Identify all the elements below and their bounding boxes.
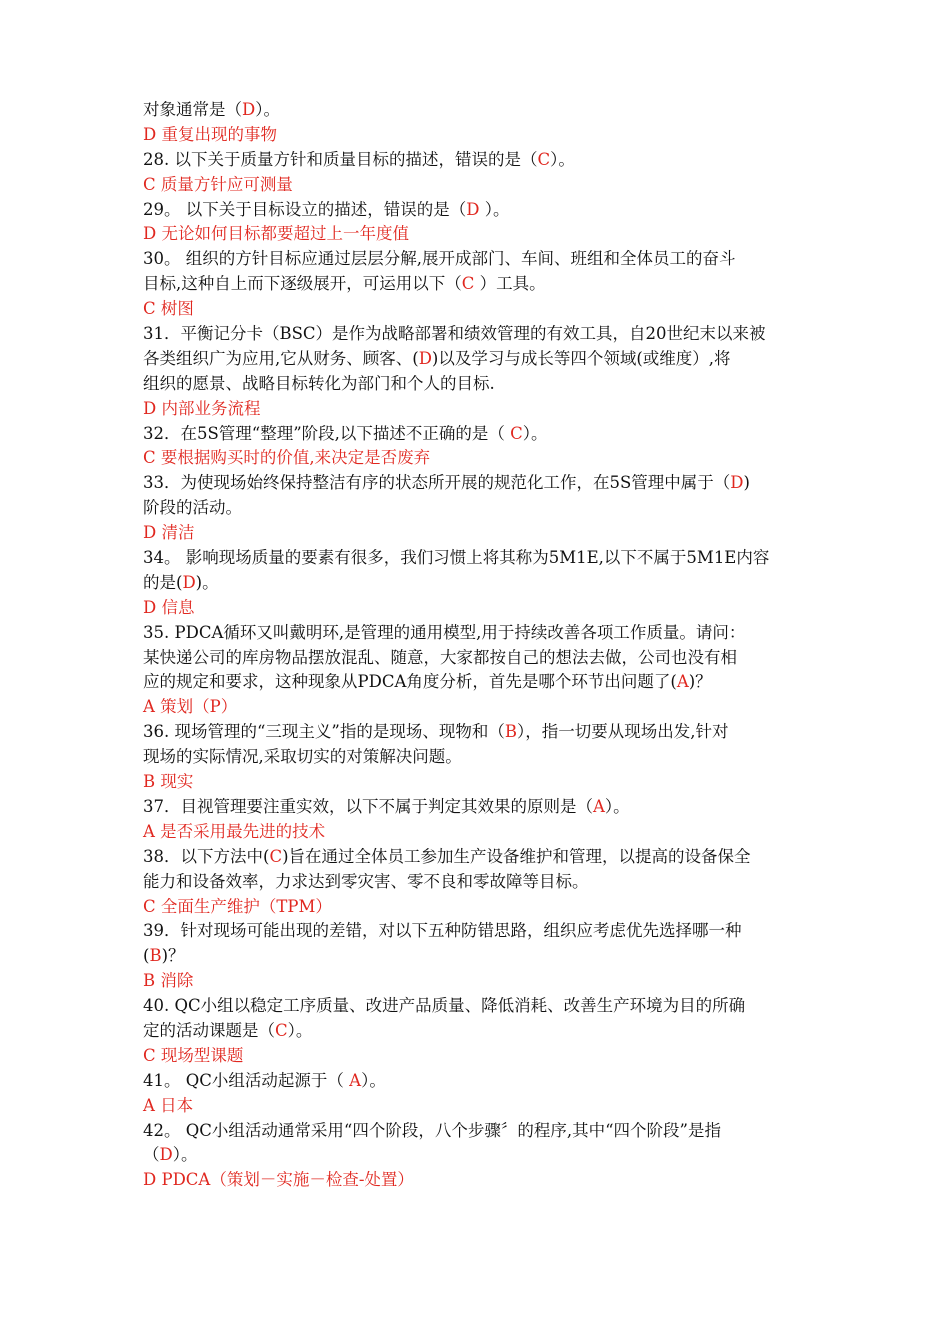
question-text: )？ — [688, 672, 712, 692]
answer-line: D PDCA（策划－实施－检查-处置） — [143, 1170, 414, 1190]
question-text: ）。 — [522, 423, 548, 443]
question-line — [143, 994, 808, 1019]
question-line — [143, 272, 808, 297]
question-text: ）。 — [361, 1070, 386, 1090]
question-line — [143, 98, 808, 123]
question-line — [143, 571, 808, 596]
question-text: 30。 组织的方针目标应通过层层分解,展开成部门、车间、班组和全体员工的奋斗 — [143, 249, 736, 269]
question-text: 应的规定和要求，这种现象从PDCA角度分析，首先是哪个环节出问题了( — [143, 672, 677, 692]
question-line — [143, 1143, 808, 1168]
answer-letter: D — [730, 473, 744, 493]
answer-line: D 清洁 — [143, 523, 195, 543]
question-text: ）。 — [287, 1020, 313, 1040]
answer-line: A 是否采用最先进的技术 — [143, 821, 326, 841]
answer-letter: C — [275, 1020, 288, 1040]
question-text: 阶段的活动。 — [143, 498, 242, 518]
answer-line: C 全面生产维护（TPM） — [143, 896, 332, 916]
question-text: 各类组织广为应用,它从财务、顾客、( — [143, 348, 419, 368]
question-line — [143, 845, 808, 870]
question-text: 目标,这种自上而下逐级展开，可运用以下（ — [143, 274, 462, 294]
question-text: 31．平衡记分卡（BSC）是作为战略部署和绩效管理的有效工具，自20世纪末以来被 — [143, 324, 766, 344]
answer-letter: C — [269, 846, 283, 866]
question-text: ) — [743, 473, 750, 493]
question-text: 34。 影响现场质量的要素有很多，我们习惯上将其称为5M1E,以下不属于5M1E内容 — [143, 548, 770, 568]
question-line — [143, 870, 808, 895]
question-text: ( — [143, 946, 150, 966]
question-text: 39．针对现场可能出现的差错，对以下五种防错思路，组织应考虑优先选择哪一种 — [143, 921, 742, 941]
answer-line: D 无论如何目标都要超过上一年度值 — [143, 224, 409, 244]
answer-line: C 树图 — [143, 299, 194, 319]
answer-letter: A — [676, 672, 689, 692]
question-text: 32．在5S管理“整理”阶段,以下描述不正确的是（ — [143, 423, 511, 443]
question-text: 42。 QC小组活动通常采用“四个阶段，八个步骤〞的程序,其中“四个阶段”是指 — [143, 1120, 721, 1140]
answer-line: C 要根据购买时的价值,来决定是否废弃 — [143, 448, 431, 468]
question-line — [143, 1119, 808, 1144]
answer-line: A 日本 — [143, 1095, 194, 1115]
question-text: 33．为使现场始终保持整洁有序的状态所开展的规范化工作，在5S管理中属于（ — [143, 473, 731, 493]
answer-letter: D — [159, 1145, 173, 1165]
question-line — [143, 670, 808, 695]
question-line — [143, 471, 808, 496]
question-line — [143, 1069, 808, 1094]
answer-letter: A — [349, 1070, 362, 1090]
question-text: 某快递公司的库房物品摆放混乱、随意，大家都按自己的想法去做，公司也没有相 — [143, 647, 737, 667]
question-line — [143, 720, 808, 745]
question-text: )以及学习与成长等四个领域(或维度）,将 — [431, 348, 731, 368]
question-line — [143, 621, 808, 646]
question-line — [143, 422, 808, 447]
answer-line: A 策划（P） — [143, 697, 238, 717]
question-text: ）。 — [550, 149, 575, 169]
answer-letter: D — [182, 572, 196, 592]
answer-line: B 现实 — [143, 772, 194, 792]
question-line — [143, 745, 808, 770]
answer-line: D 信息 — [143, 597, 195, 617]
question-text: 41。 QC小组活动起源于（ — [143, 1070, 350, 1090]
answer-line: D 重复出现的事物 — [143, 124, 277, 144]
question-line — [143, 148, 808, 173]
answer-letter: A — [593, 796, 605, 816]
answer-letter: C — [537, 149, 551, 169]
document-page — [143, 98, 808, 1193]
answer-letter: C — [510, 423, 523, 443]
question-line — [143, 347, 808, 372]
question-line — [143, 546, 808, 571]
question-text: 能力和设备效率，力求达到零灾害、零不良和零故障等目标。 — [143, 871, 589, 891]
question-text: 35. PDCA循环又叫戴明环,是管理的通用模型,用于持续改善各项工作质量。请问： — [143, 622, 746, 642]
question-text: 38．以下方法中( — [143, 846, 270, 866]
question-text: )。 — [195, 572, 219, 592]
question-text: 定的活动课题是（ — [143, 1020, 275, 1040]
answer-letter: D — [418, 348, 432, 368]
answer-line: C 质量方针应可测量 — [143, 174, 293, 194]
question-text: )旨在通过全体员工参加生产设备维护和管理，以提高的设备保全 — [282, 846, 751, 866]
question-text: 的是( — [143, 572, 183, 592]
answer-line: D 内部业务流程 — [143, 398, 261, 418]
answer-letter: B — [504, 722, 517, 742]
question-text: 组织的愿景、战略目标转化为部门和个人的目标. — [143, 373, 495, 393]
question-line — [143, 795, 808, 820]
question-text: 28. 以下关于质量方针和质量目标的描述，错误的是（ — [143, 149, 538, 169]
question-text: ）工具。 — [474, 274, 546, 294]
answer-letter: B — [149, 946, 162, 966]
question-text: 对象通常是（ — [143, 100, 242, 119]
question-text: 29。 以下关于目标设立的描述，错误的是（ — [143, 199, 467, 219]
question-text: ）。 — [604, 796, 630, 816]
question-text: ）。 — [479, 199, 510, 219]
answer-line: B 消除 — [143, 971, 194, 991]
question-line — [143, 919, 808, 944]
question-text: 40. QC小组以稳定工序质量、改进产品质量、降低消耗、改善生产环境为目的所确 — [143, 996, 746, 1016]
question-line — [143, 322, 808, 347]
question-text: ）。 — [172, 1145, 198, 1165]
question-line — [143, 247, 808, 272]
question-line — [143, 944, 808, 969]
answer-letter: D — [242, 100, 256, 119]
question-text: 36. 现场管理的“三现主义”指的是现场、现物和（ — [143, 722, 505, 742]
question-text: ）。 — [255, 100, 280, 119]
question-line — [143, 496, 808, 521]
question-line — [143, 372, 808, 397]
question-text: ），指一切要从现场出发,针对 — [517, 722, 729, 742]
question-line — [143, 1019, 808, 1044]
question-text: )？ — [161, 946, 185, 966]
answer-letter: D — [466, 199, 480, 219]
answer-letter: C — [461, 274, 475, 294]
question-line — [143, 198, 808, 223]
question-text: 37．目视管理要注重实效，以下不属于判定其效果的原则是（ — [143, 796, 593, 816]
question-text: （ — [143, 1145, 160, 1165]
answer-line: C 现场型课题 — [143, 1045, 244, 1065]
question-line — [143, 646, 808, 671]
question-text: 现场的实际情况,采取切实的对策解决问题。 — [143, 747, 462, 767]
